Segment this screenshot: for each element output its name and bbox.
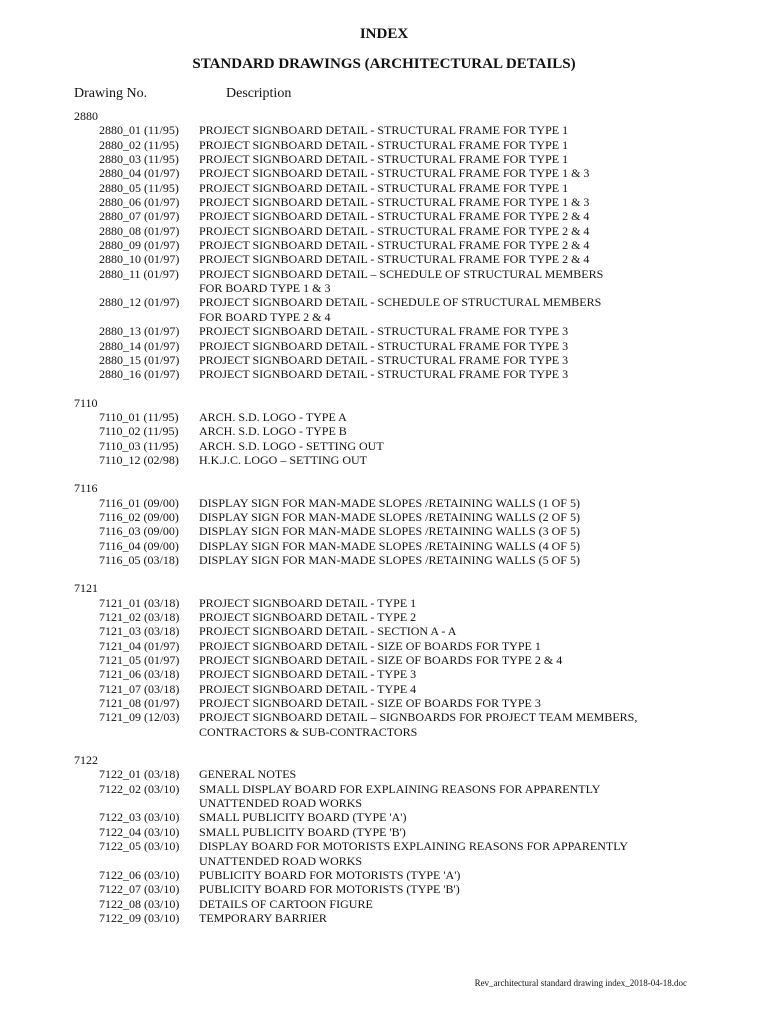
drawing-row [0,267,768,296]
drawing-row [0,825,768,839]
drawing-description: GENERAL NOTES [199,767,297,782]
drawing-description: PROJECT SIGNBOARD DETAIL - TYPE 2 [199,610,417,624]
drawing-number: 2880_12 (01/97) [99,295,180,310]
drawing-row [0,653,768,667]
drawing-description: PROJECT SIGNBOARD DETAIL - SIZE OF BOARDS FOR TYPE 2 & 4 [199,653,563,668]
drawing-row [0,596,768,610]
drawing-number: 7121_04 (01/97) [99,638,180,653]
drawing-description: PROJECT SIGNBOARD DETAIL - STRUCTURAL FRAME FOR TYPE 2 & 4 [199,209,590,224]
drawing-number: 7122_06 (03/10) [99,867,180,882]
drawing-number: 7122_02 (03/10) [99,781,180,796]
drawing-row [0,539,768,553]
drawing-number: 7116_03 (09/00) [99,524,179,539]
drawing-number: 2880_10 (01/97) [99,252,180,267]
drawing-number: 7121_07 (03/18) [99,681,180,696]
drawing-number: 7110_01 (11/95) [99,409,179,424]
drawing-description: PROJECT SIGNBOARD DETAIL - STRUCTURAL FRAME FOR TYPE 1 [199,123,569,138]
drawing-row [0,353,768,367]
drawing-number: 2880_03 (11/95) [99,152,179,167]
drawing-row [0,138,768,152]
drawing-description: DISPLAY SIGN FOR MAN-MADE SLOPES /RETAINING WALLS (4 OF 5) [199,538,580,553]
drawing-description: PUBLICITY BOARD FOR MOTORISTS (TYPE 'A') [199,867,461,882]
drawing-row [0,696,768,710]
drawing-row [0,166,768,180]
drawing-row [0,610,768,624]
drawing-description: PROJECT SIGNBOARD DETAIL - SECTION A - A [199,624,457,639]
drawing-row [0,123,768,137]
drawing-index-list [0,109,768,939]
drawing-number: 2880_16 (01/97) [99,367,180,382]
drawing-description: DISPLAY SIGN FOR MAN-MADE SLOPES /RETAINING WALLS (2 OF 5) [199,509,580,524]
drawing-number: 2880_06 (01/97) [99,195,180,210]
drawing-description: PROJECT SIGNBOARD DETAIL - TYPE 1 [199,595,417,610]
drawing-row [0,195,768,209]
drawing-number: 7110_12 (02/98) [99,452,179,467]
drawing-description: PROJECT SIGNBOARD DETAIL - STRUCTURAL FRAME FOR TYPE 1 & 3 [199,166,590,181]
drawing-number: 2880_02 (11/95) [99,137,179,152]
drawing-group [0,753,768,925]
drawing-row [0,410,768,424]
drawing-number: 2880_04 (01/97) [99,166,180,181]
drawing-row [0,810,768,824]
drawing-row [0,453,768,467]
drawing-number: 7110_03 (11/95) [99,438,179,453]
drawing-description: ARCH. S.D. LOGO - TYPE B [199,424,347,439]
drawing-description: DISPLAY SIGN FOR MAN-MADE SLOPES /RETAINING WALLS (3 OF 5) [199,524,580,539]
drawing-number: 7110_02 (11/95) [99,424,179,439]
group-code: 7110 [74,395,98,410]
drawing-description: PROJECT SIGNBOARD DETAIL - STRUCTURAL FRAME FOR TYPE 3 [199,352,569,367]
drawing-row [0,324,768,338]
drawing-description: H.K.J.C. LOGO – SETTING OUT [199,452,367,467]
drawing-row [0,639,768,653]
drawing-row [0,667,768,681]
drawing-row [0,439,768,453]
drawing-row [0,911,768,925]
drawing-number: 7121_09 (12/03) [99,710,180,725]
drawing-number: 7121_06 (03/18) [99,667,180,682]
drawing-description: TEMPORARY BARRIER [199,910,327,925]
drawing-number: 7122_04 (03/10) [99,824,180,839]
drawing-number: 7122_07 (03/10) [99,882,180,897]
drawing-description: PROJECT SIGNBOARD DETAIL - SIZE OF BOARDS FOR TYPE 1 [199,638,541,653]
drawing-row [0,682,768,696]
drawing-description: DISPLAY BOARD FOR MOTORISTS EXPLAINING REASONS FOR APPARENTLY UNATTENDED ROAD WORKS [199,839,628,868]
drawing-row [0,882,768,896]
drawing-description: ARCH. S.D. LOGO - SETTING OUT [199,438,384,453]
drawing-number: 7122_09 (03/10) [99,910,180,925]
drawing-description: PROJECT SIGNBOARD DETAIL - STRUCTURAL FRAME FOR TYPE 2 & 4 [199,238,590,253]
group-code: 2880 [74,109,98,123]
drawing-number: 7121_01 (03/18) [99,595,180,610]
drawing-description: DISPLAY SIGN FOR MAN-MADE SLOPES /RETAINING WALLS (5 OF 5) [199,552,580,567]
drawing-description: PROJECT SIGNBOARD DETAIL - STRUCTURAL FRAME FOR TYPE 3 [199,338,569,353]
drawing-description: PROJECT SIGNBOARD DETAIL - TYPE 3 [199,667,417,682]
drawing-number: 7116_02 (09/00) [99,509,179,524]
drawing-description: SMALL PUBLICITY BOARD (TYPE 'B') [199,824,406,839]
drawing-row [0,367,768,381]
drawing-description: SMALL PUBLICITY BOARD (TYPE 'A') [199,810,407,825]
drawing-row [0,624,768,638]
drawing-row [0,524,768,538]
drawing-number: 2880_07 (01/97) [99,209,180,224]
drawing-group [0,396,768,468]
page-subtitle: STANDARD DRAWINGS (ARCHITECTURAL DETAILS) [192,56,576,72]
drawing-group [0,581,768,739]
drawing-row [0,553,768,567]
drawing-number: 7122_01 (03/18) [99,767,180,782]
drawing-description: PROJECT SIGNBOARD DETAIL - STRUCTURAL FRAME FOR TYPE 2 & 4 [199,223,590,238]
drawing-row [0,868,768,882]
drawing-description: PROJECT SIGNBOARD DETAIL – SCHEDULE OF STRUCTURAL MEMBERS FOR BOARD TYPE 1 & 3 [199,266,604,296]
drawing-number: 2880_05 (11/95) [99,180,179,195]
drawing-description: ARCH. S.D. LOGO - TYPE A [199,409,347,424]
drawing-number: 7122_05 (03/10) [99,839,180,854]
drawing-row [0,710,768,739]
drawing-number: 7121_05 (01/97) [99,653,180,668]
group-code: 7116 [74,481,98,496]
drawing-number: 7121_03 (03/18) [99,624,180,639]
drawing-number: 7121_02 (03/18) [99,610,180,624]
drawing-row [0,782,768,811]
drawing-number: 2880_01 (11/95) [99,123,179,138]
drawing-number: 2880_11 (01/97) [99,266,179,281]
footer-filename: Rev_architectural standard drawing index_2018-04-18.doc [474,978,687,988]
drawing-group [0,481,768,567]
drawing-description: PROJECT SIGNBOARD DETAIL - SCHEDULE OF STRUCTURAL MEMBERS FOR BOARD TYPE 2 & 4 [199,295,602,324]
drawing-description: PROJECT SIGNBOARD DETAIL – SIGNBOARDS FOR PROJECT TEAM MEMBERS, CONTRACTORS & SUB-CONTRACTORS [199,710,638,739]
drawing-number: 2880_13 (01/97) [99,324,180,339]
drawing-group [0,109,768,382]
drawing-row [0,238,768,252]
drawing-description: PROJECT SIGNBOARD DETAIL - STRUCTURAL FRAME FOR TYPE 1 & 3 [199,195,590,210]
drawing-row [0,209,768,223]
drawing-number: 2880_14 (01/97) [99,338,180,353]
drawing-description: PROJECT SIGNBOARD DETAIL - STRUCTURAL FRAME FOR TYPE 1 [199,152,569,167]
drawing-row [0,224,768,238]
drawing-description: DETAILS OF CARTOON FIGURE [199,896,373,911]
drawing-row [0,252,768,266]
drawing-row [0,839,768,868]
drawing-description: PROJECT SIGNBOARD DETAIL - STRUCTURAL FRAME FOR TYPE 1 [199,180,569,195]
drawing-number: 7116_01 (09/00) [99,495,179,510]
drawing-row [0,181,768,195]
drawing-row [0,897,768,911]
drawing-description: PROJECT SIGNBOARD DETAIL - STRUCTURAL FRAME FOR TYPE 1 [199,137,569,152]
drawing-number: 7116_05 (03/18) [99,552,179,567]
group-code: 7121 [74,581,98,596]
drawing-description: PROJECT SIGNBOARD DETAIL - STRUCTURAL FRAME FOR TYPE 3 [199,367,569,382]
drawing-description: PROJECT SIGNBOARD DETAIL - STRUCTURAL FRAME FOR TYPE 2 & 4 [199,252,590,267]
drawing-row [0,510,768,524]
drawing-description: PROJECT SIGNBOARD DETAIL - STRUCTURAL FRAME FOR TYPE 3 [199,324,569,339]
drawing-row [0,767,768,781]
drawing-description: PROJECT SIGNBOARD DETAIL - TYPE 4 [199,681,417,696]
drawing-number: 7116_04 (09/00) [99,538,179,553]
column-header-drawing-no: Drawing No. [74,86,148,101]
drawing-number: 2880_15 (01/97) [99,352,180,367]
drawing-description: PUBLICITY BOARD FOR MOTORISTS (TYPE 'B') [199,882,460,897]
drawing-number: 7122_08 (03/10) [99,896,180,911]
drawing-row [0,496,768,510]
drawing-number: 7121_08 (01/97) [99,696,180,711]
drawing-row [0,424,768,438]
drawing-number: 2880_08 (01/97) [99,223,180,238]
page-title: INDEX [359,26,409,42]
group-code: 7122 [74,753,98,768]
drawing-number: 7122_03 (03/10) [99,810,180,825]
drawing-number: 2880_09 (01/97) [99,238,180,253]
drawing-row [0,295,768,324]
drawing-description: DISPLAY SIGN FOR MAN-MADE SLOPES /RETAINING WALLS (1 OF 5) [199,495,580,510]
column-header-description: Description [226,86,292,101]
drawing-row [0,339,768,353]
drawing-description: SMALL DISPLAY BOARD FOR EXPLAINING REASONS FOR APPARENTLY UNATTENDED ROAD WORKS [199,781,601,811]
drawing-row [0,152,768,166]
drawing-description: PROJECT SIGNBOARD DETAIL - SIZE OF BOARDS FOR TYPE 3 [199,696,541,711]
